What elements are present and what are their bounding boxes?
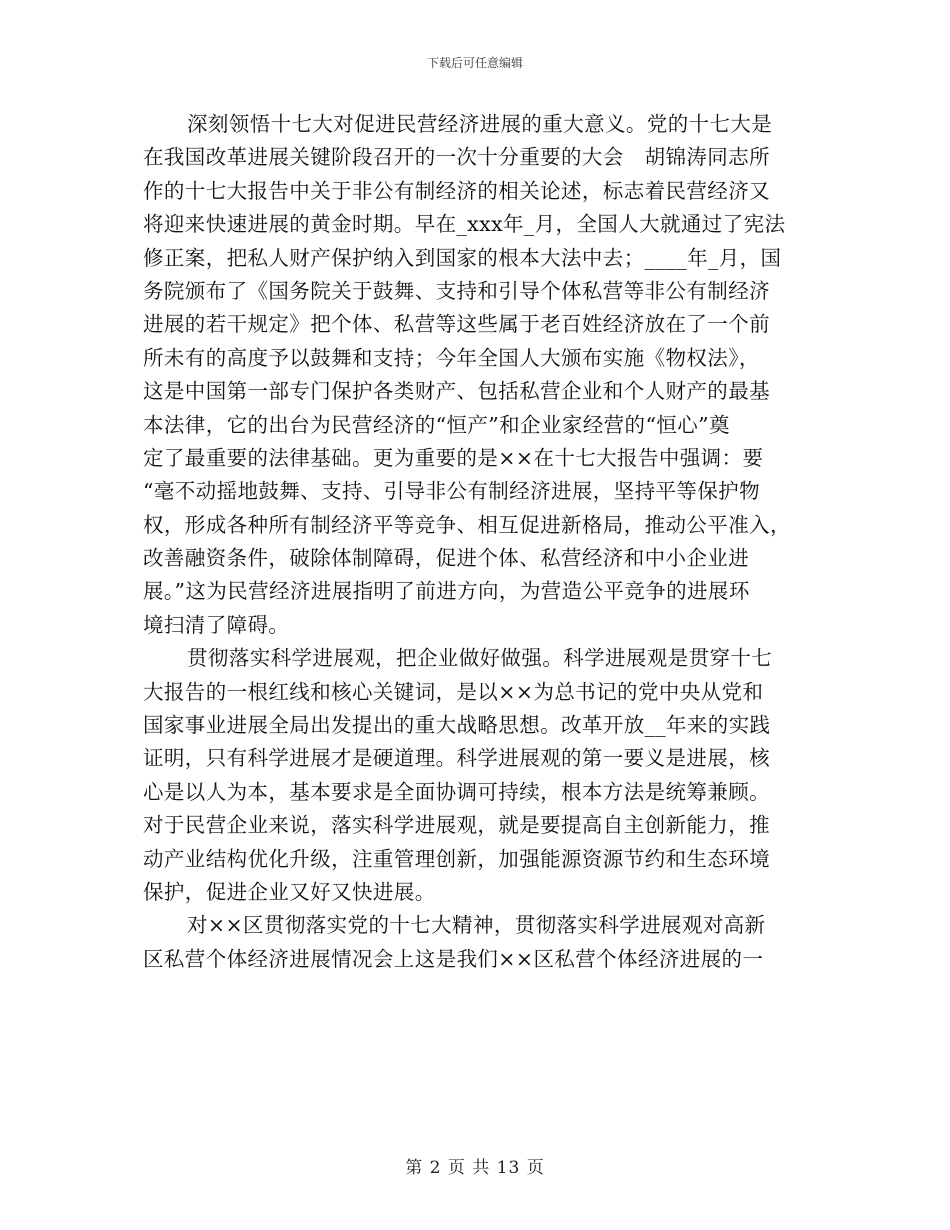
paragraph-3-line-2: 区私营个体经济进展情况会上这是我们××区私营个体经济进展的一 (143, 946, 764, 971)
paragraph-1-line-7: 进展的若干规定》把个体、私营等这些属于老百姓经济放在了一个前 (143, 312, 770, 337)
paragraph-1-line-12: “毫不动摇地鼓舞、支持、引导非公有制经济进展，坚持平等保护物 (143, 479, 760, 504)
paragraph-1-line-1: 深刻领悟十七大对促进民营经济进展的重大意义。党的十七大是 (187, 112, 773, 136)
paragraph-3-line-1: 对××区贯彻落实党的十七大精神，贯彻落实科学进展观对高新 (187, 913, 766, 938)
paragraph-1-line-11: 定了最重要的法律基础。更为重要的是××在十七大报告中强调：要 (143, 445, 764, 470)
paragraph-1-line-2: 在我国改革进展关键阶段召开的一次十分重要的大会 胡锦涛同志所 (143, 145, 770, 170)
paragraph-2-line-1: 贯彻落实科学进展观，把企业做好做强。科学进展观是贯穿十七 (187, 646, 773, 671)
paragraph-1-line-14: 改善融资条件，破除体制障碍，促进个体、私营经济和中小企业进 (143, 546, 750, 571)
document-body (143, 108, 807, 976)
paragraph-1-line-3: 作的十七大报告中关于非公有制经济的相关论述，标志着民营经济又 (143, 178, 770, 203)
paragraph-2-line-8: 保护，促进企业又好又快进展。 (143, 879, 436, 904)
paragraph-1-line-8: 所未有的高度予以鼓舞和支持；今年全国人大颁布实施《物权法》， (143, 345, 760, 370)
paragraph-1-line-16: 境扫清了障碍。 (143, 612, 290, 637)
paragraph-1-line-15: 展。”这为民营经济进展指明了前进方向，为营造公平竞争的进展环 (143, 579, 750, 604)
page-number-footer: 第 2 页 共 13 页 (405, 1158, 545, 1178)
paragraph-2-line-6: 对于民营企业来说，落实科学进展观，就是要提高自主创新能力，推 (143, 813, 770, 838)
paragraph-2-line-2: 大报告的一根红线和核心关键词，是以××为总书记的党中央从党和 (143, 679, 764, 704)
paragraph-2-line-3: 国家事业进展全局出发提出的重大战略思想。改革开放__年来的实践 (143, 713, 771, 738)
paragraph-2-line-5: 心是以人为本，基本要求是全面协调可持续，根本方法是统筹兼顾。 (143, 779, 770, 804)
paragraph-1-line-10: 本法律，它的出台为民营经济的“恒产”和企业家经营的“恒心”奠 (143, 412, 730, 437)
paragraph-1-line-6: 务院颁布了《国务院关于鼓舞、支持和引导个体私营等非公有制经济 (143, 278, 770, 303)
paragraph-1-line-4: 将迎来快速进展的黄金时期。早在_xxx年_月，全国人大就通过了宪法 (143, 212, 786, 237)
paragraph-1-line-13: 权，形成各种所有制经济平等竞争、相互促进新格局，推动公平准入， (143, 512, 791, 537)
page-header: 下载后可任意编辑 (426, 56, 523, 70)
paragraph-2-line-7: 动产业结构优化升级，注重管理创新，加强能源资源节约和生态环境 (143, 846, 770, 871)
paragraph-2-line-4: 证明，只有科学进展才是硬道理。科学进展观的第一要义是进展，核 (143, 746, 770, 771)
paragraph-1-line-5: 修正案，把私人财产保护纳入到国家的根本大法中去；____年_月，国 (143, 245, 782, 270)
paragraph-1-line-9: 这是中国第一部专门保护各类财产、包括私营企业和个人财产的最基 (143, 379, 770, 404)
